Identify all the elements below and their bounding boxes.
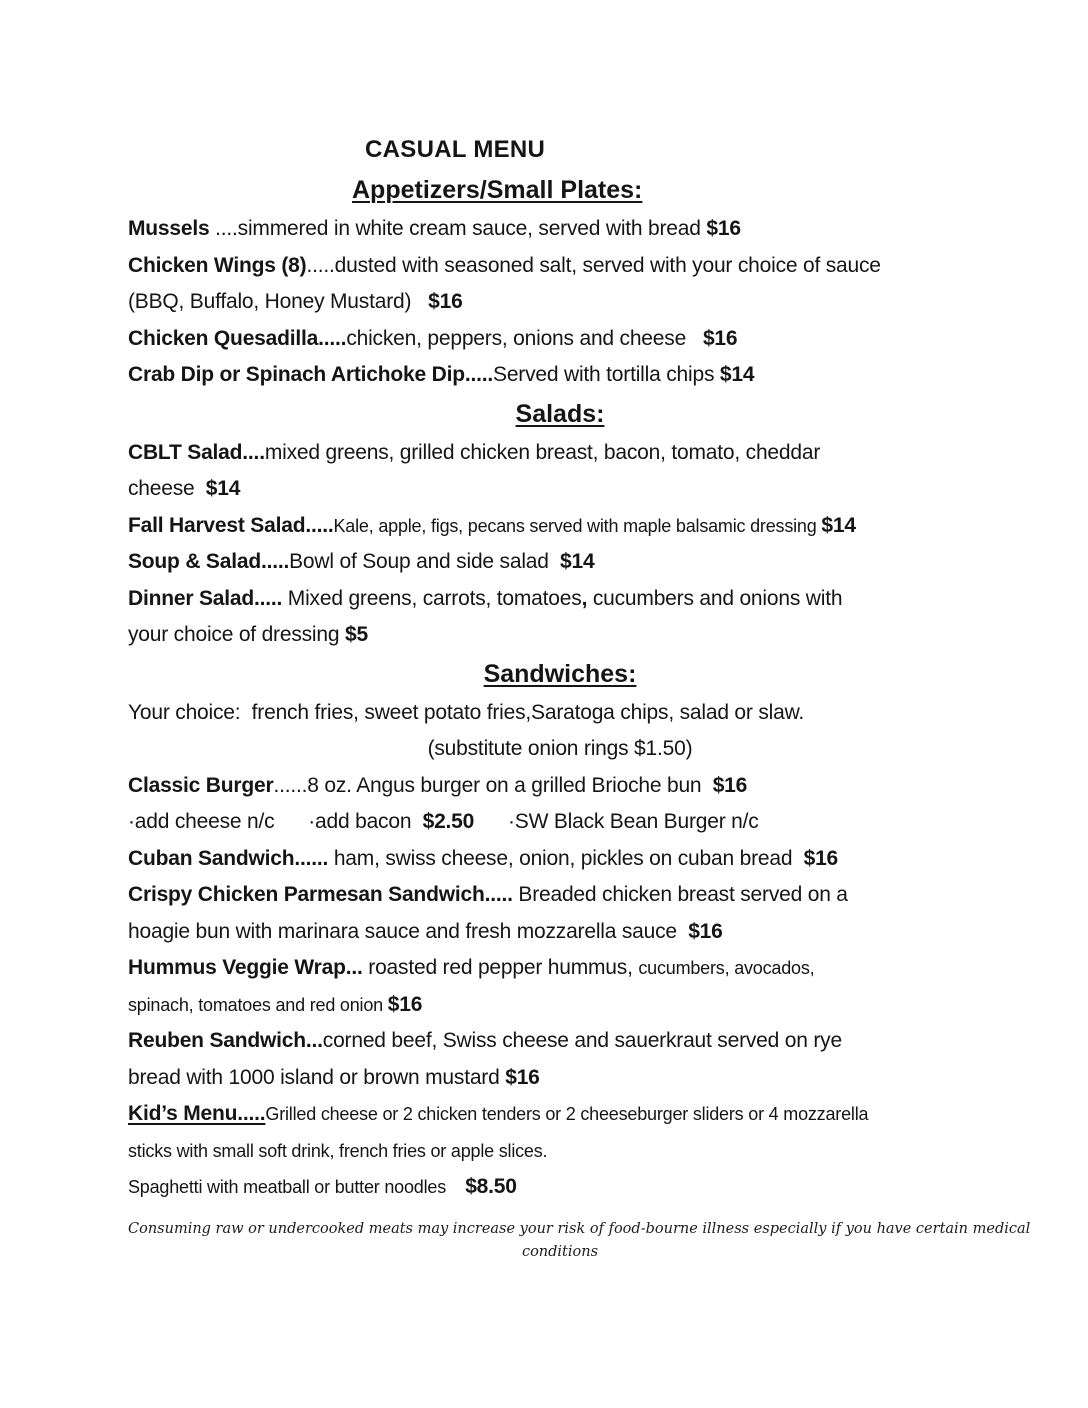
- menu-line: [128, 581, 992, 618]
- item-name: Chicken Quesadilla.....: [128, 326, 347, 350]
- item-description: Kale, apple, figs, pecans served with maple balsamic dressing: [333, 515, 822, 536]
- item-name: Chicken Wings (8): [128, 253, 307, 277]
- item-name: Dinner Salad.....: [128, 586, 283, 610]
- footer-disclaimer: [128, 1218, 1031, 1264]
- item-name: Reuben Sandwich...: [128, 1029, 323, 1052]
- item-name: Fall Harvest Salad.....: [128, 513, 334, 537]
- price-label: $14: [719, 363, 755, 386]
- menu-line: [128, 435, 992, 472]
- price-label: $5: [344, 623, 368, 646]
- item-description: mixed greens, grilled chicken breast, bacon, tomato, cheddar: [264, 440, 821, 464]
- item-description: cucumbers and onions with: [587, 586, 843, 610]
- item-description: corned beef, Swiss cheese and sauerkraut served on rye: [322, 1029, 842, 1052]
- menu-line: [128, 211, 992, 248]
- menu-line: [128, 914, 992, 951]
- item-description: (substitute onion rings $1.50): [427, 737, 693, 760]
- price-label: $16: [803, 846, 839, 870]
- price-label: $16: [387, 992, 423, 1016]
- item-name: Mussels: [128, 217, 216, 240]
- item-description: your choice of dressing: [128, 623, 345, 646]
- item-description: sticks with small soft drink, french fries or apple slices.: [128, 1140, 548, 1161]
- menu-line: [128, 471, 992, 508]
- item-description: bread with 1000 island or brown mustard: [128, 1065, 506, 1089]
- item-description: Served with tortilla chips: [493, 363, 720, 386]
- menu-line: [128, 284, 992, 321]
- item-description: roasted red pepper hummus,: [362, 956, 639, 979]
- price-label: $8.50: [465, 1175, 517, 1198]
- section-heading: Appetizers/Small Plates:: [352, 176, 643, 204]
- menu-line: [128, 508, 992, 545]
- item-name: Crab Dip or Spinach Artichoke Dip.....: [128, 363, 494, 386]
- price-label: $14: [821, 513, 856, 537]
- price-label: $16: [688, 919, 723, 943]
- menu-line: [128, 987, 992, 1024]
- menu-line: [128, 357, 992, 394]
- item-description: (BBQ, Buffalo, Honey Mustard): [128, 290, 429, 313]
- item-name: Hummus Veggie Wrap...: [128, 956, 363, 979]
- item-name: Classic Burger: [128, 773, 274, 797]
- item-description: cheese: [128, 477, 206, 500]
- menu-line: [128, 731, 992, 768]
- price-label: $16: [428, 290, 463, 313]
- price-label: $16: [712, 773, 748, 797]
- price-label: $16: [702, 326, 738, 350]
- section-heading: Sandwiches:: [483, 659, 637, 688]
- menu-line: [128, 1023, 992, 1060]
- menu-line: [128, 950, 992, 987]
- price-label: $14: [205, 477, 241, 500]
- menu-line: [128, 877, 992, 914]
- item-description: spinach, tomatoes and red onion: [128, 994, 388, 1015]
- disclaimer-text: Consuming raw or undercooked meats may increase your risk of food-bourne illness especially if you have certain medical: [128, 1220, 1031, 1237]
- menu-line: [128, 1096, 992, 1133]
- section-heading: Salads:: [515, 399, 605, 428]
- menu-line: [128, 248, 992, 285]
- item-name: Cuban Sandwich......: [128, 846, 329, 870]
- menu-line: [128, 321, 992, 358]
- item-description: Breaded chicken breast served on a: [512, 883, 848, 906]
- item-description: cucumbers, avocados,: [638, 958, 815, 978]
- menu-line: [128, 768, 992, 805]
- menu-line: [128, 1060, 992, 1097]
- price-label: $16: [505, 1065, 540, 1089]
- menu-line: [128, 695, 992, 732]
- menu-title: CASUAL MENU: [365, 136, 546, 163]
- price-label: $2.50: [422, 810, 475, 833]
- menu-line: [128, 841, 992, 878]
- item-description: ....simmered in white cream sauce, served with bread: [215, 217, 707, 240]
- price-label: $14: [560, 550, 595, 573]
- item-name: Kid’s Menu.....: [128, 1102, 266, 1125]
- item-name: Crispy Chicken Parmesan Sandwich.....: [128, 883, 513, 906]
- item-name: CBLT Salad....: [128, 440, 265, 464]
- item-description: Spaghetti with meatball or butter noodles: [128, 1177, 466, 1197]
- item-description: ......8 oz. Angus burger on a grilled Brioche bun: [273, 773, 713, 797]
- menu-line: [128, 1169, 992, 1206]
- menu-line: [128, 1133, 992, 1170]
- item-description: .....dusted with seasoned salt, served with your choice of sauce: [306, 253, 881, 277]
- item-name: Soup & Salad.....: [128, 550, 290, 573]
- item-description: Bowl of Soup and side salad: [289, 550, 561, 573]
- item-description: chicken, peppers, onions and cheese: [346, 326, 703, 350]
- item-description: ·add cheese n/c ·add bacon: [128, 810, 423, 833]
- item-description: Mixed greens, carrots, tomatoes: [282, 586, 582, 610]
- menu-body: [128, 170, 992, 1206]
- item-description: hoagie bun with marinara sauce and fresh mozzarella sauce: [128, 919, 689, 943]
- item-description: ·SW Black Bean Burger n/c: [474, 810, 759, 833]
- menu-line: [128, 804, 992, 841]
- item-description: Your choice: french fries, sweet potato fries,Saratoga chips, salad or slaw.: [128, 700, 805, 724]
- item-name: ,: [581, 586, 588, 610]
- item-description: ham, swiss cheese, onion, pickles on cuban bread: [328, 846, 804, 870]
- disclaimer-text: conditions: [521, 1243, 599, 1260]
- item-description: Grilled cheese or 2 chicken tenders or 2 cheeseburger sliders or 4 mozzarella: [265, 1104, 869, 1124]
- price-label: $16: [706, 217, 741, 240]
- menu-line: [128, 617, 992, 654]
- menu-line: [128, 544, 992, 581]
